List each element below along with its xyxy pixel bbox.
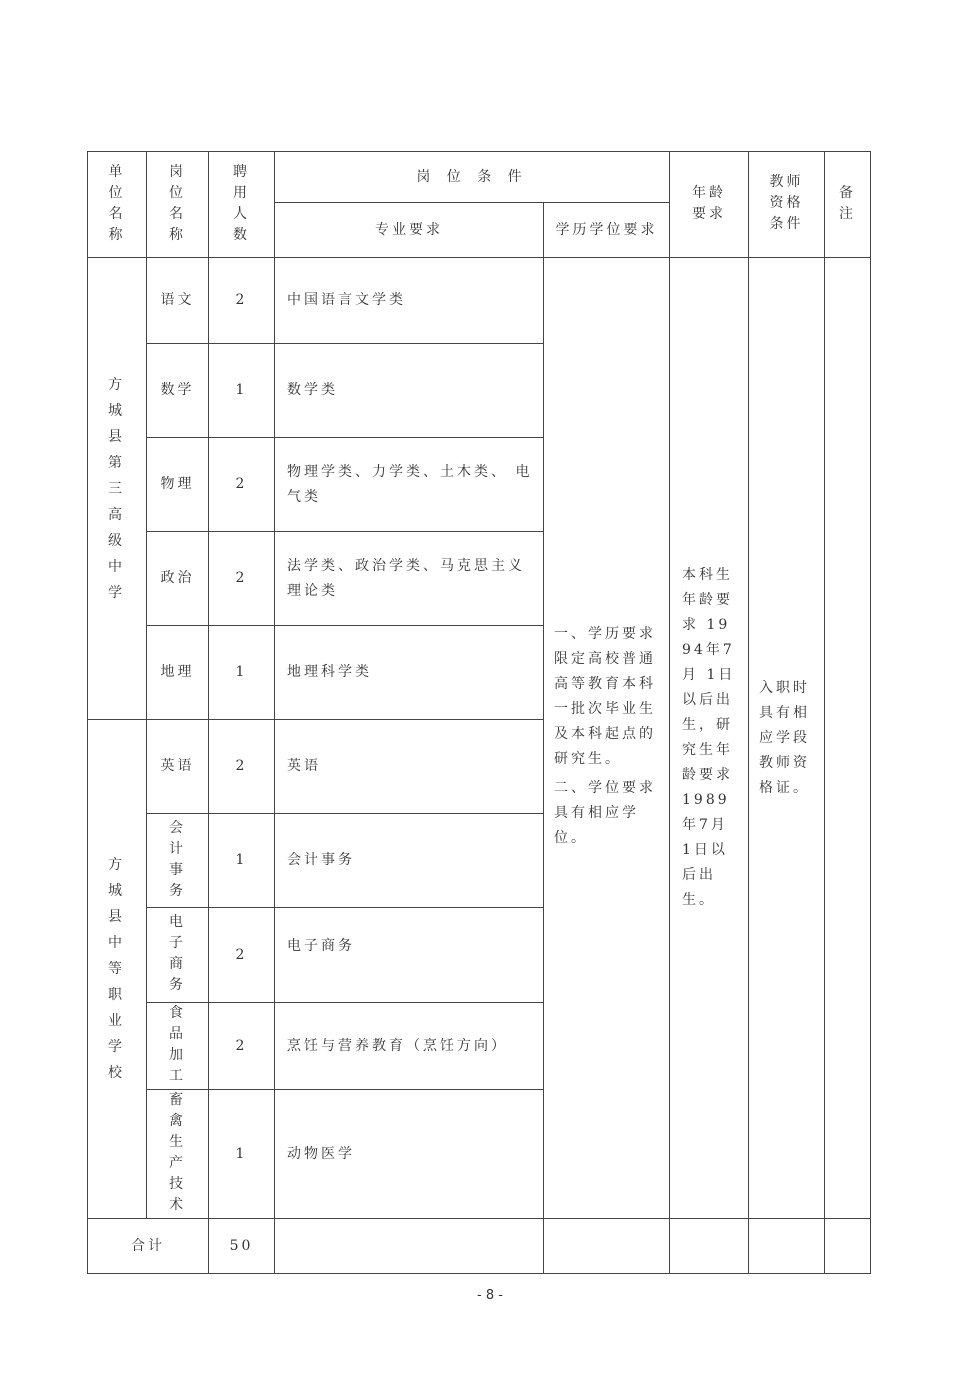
table-row: [88, 258, 871, 344]
total-empty-cell: [544, 1219, 670, 1274]
header-post-conditions: 岗 位 条 件: [275, 152, 670, 203]
post-name-cell: 会计事务: [147, 814, 209, 908]
hire-count-cell: 1: [209, 814, 275, 908]
total-empty-cell: [749, 1219, 825, 1274]
post-name-cell: 政治: [147, 532, 209, 626]
post-name-cell: 数学: [147, 344, 209, 438]
total-empty-cell: [275, 1219, 544, 1274]
post-name-cell: 英语: [147, 720, 209, 814]
header-remarks: 备注: [825, 152, 871, 258]
hire-count-cell: 1: [209, 626, 275, 720]
post-name-cell: 电子商务: [147, 908, 209, 1003]
major-cell: 动物医学: [275, 1090, 544, 1219]
remarks-cell: [825, 258, 871, 1219]
total-empty-cell: [825, 1219, 871, 1274]
major-cell: 数学类: [275, 344, 544, 438]
major-cell: 物理学类、力学类、土木类、 电气类: [275, 438, 544, 532]
header-major-requirement: 专业要求: [275, 203, 544, 258]
header-post-name: 岗位名称: [147, 152, 209, 258]
age-requirement-cell: 本科生年龄要求 1994年7月 1日以后出生，研究生年龄要求 1989年7月 1日以后出生。: [670, 258, 749, 1219]
recruitment-table: [87, 151, 871, 1274]
degree-requirement-cell: 一、学历要求限定高校普通高等教育本科一批次毕业生及本科起点的研究生。 二、学位要求具有相应学位。: [544, 258, 670, 1219]
post-name-cell: 地理: [147, 626, 209, 720]
major-cell: 地理科学类: [275, 626, 544, 720]
header-teacher-qualification: 教师资格条件: [749, 152, 825, 258]
hire-count-cell: 2: [209, 258, 275, 344]
header-unit-name: 单位名称: [88, 152, 147, 258]
page-number: - 8 -: [477, 1288, 503, 1303]
post-name-cell: 畜禽生产技术: [147, 1090, 209, 1219]
major-cell: 电子商务: [275, 908, 544, 1003]
major-cell: 法学类、政治学类、马克思主义理论类: [275, 532, 544, 626]
total-row: [88, 1219, 871, 1274]
hire-count-cell: 1: [209, 344, 275, 438]
header-degree-requirement: 学历学位要求: [544, 203, 670, 258]
unit-name-cell: 方城县中等职业学校: [88, 720, 147, 1219]
major-cell: 会计事务: [275, 814, 544, 908]
major-cell: 中国语言文学类: [275, 258, 544, 344]
total-label: 合计: [88, 1219, 209, 1274]
header-hire-count: 聘用人数: [209, 152, 275, 258]
hire-count-cell: 2: [209, 1003, 275, 1090]
total-empty-cell: [670, 1219, 749, 1274]
hire-count-cell: 2: [209, 532, 275, 626]
major-cell: 英语: [275, 720, 544, 814]
hire-count-cell: 2: [209, 438, 275, 532]
hire-count-cell: 2: [209, 908, 275, 1003]
post-name-cell: 物理: [147, 438, 209, 532]
hire-count-cell: 2: [209, 720, 275, 814]
hire-count-cell: 1: [209, 1090, 275, 1219]
unit-name-cell: 方城县第三高级中学: [88, 258, 147, 720]
header-age-requirement: 年龄要求: [670, 152, 749, 258]
post-name-cell: 食品加工: [147, 1003, 209, 1090]
post-name-cell: 语文: [147, 258, 209, 344]
major-cell: 烹饪与营养教育（烹饪方向）: [275, 1003, 544, 1090]
teacher-qualification-cell: 入职时具有相应学段教师资格证。: [749, 258, 825, 1219]
total-count: 50: [209, 1219, 275, 1274]
